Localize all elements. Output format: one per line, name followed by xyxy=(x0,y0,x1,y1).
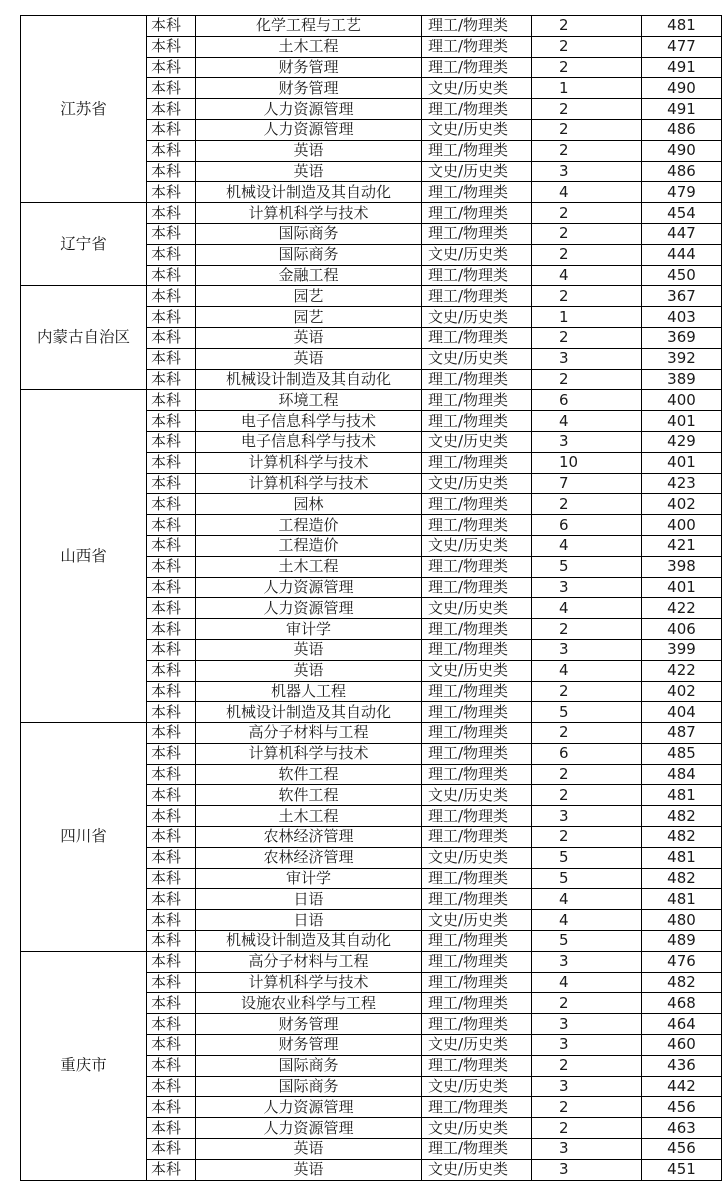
category-cell: 理工/物理类 xyxy=(422,931,532,952)
level-cell: 本科 xyxy=(147,764,196,785)
major-cell: 计算机科学与技术 xyxy=(196,473,422,494)
category-cell: 理工/物理类 xyxy=(422,764,532,785)
major-cell: 财务管理 xyxy=(196,1014,422,1035)
level-cell: 本科 xyxy=(147,99,196,120)
plan-count-cell: 2 xyxy=(532,764,642,785)
level-cell: 本科 xyxy=(147,119,196,140)
category-cell: 理工/物理类 xyxy=(422,494,532,515)
major-cell: 国际商务 xyxy=(196,1055,422,1076)
category-cell: 理工/物理类 xyxy=(422,868,532,889)
admission-table xyxy=(20,15,722,1181)
level-cell: 本科 xyxy=(147,1097,196,1118)
category-cell: 文史/历史类 xyxy=(422,1035,532,1056)
province-cell: 重庆市 xyxy=(21,951,147,1180)
category-cell: 理工/物理类 xyxy=(422,369,532,390)
province-cell: 四川省 xyxy=(21,723,147,952)
min-score-cell: 402 xyxy=(642,494,722,515)
category-cell: 理工/物理类 xyxy=(422,99,532,120)
min-score-cell: 444 xyxy=(642,244,722,265)
min-score-cell: 421 xyxy=(642,535,722,556)
min-score-cell: 485 xyxy=(642,743,722,764)
plan-count-cell: 7 xyxy=(532,473,642,494)
level-cell: 本科 xyxy=(147,743,196,764)
min-score-cell: 487 xyxy=(642,723,722,744)
category-cell: 文史/历史类 xyxy=(422,660,532,681)
category-cell: 理工/物理类 xyxy=(422,36,532,57)
min-score-cell: 456 xyxy=(642,1139,722,1160)
min-score-cell: 389 xyxy=(642,369,722,390)
plan-count-cell: 5 xyxy=(532,868,642,889)
category-cell: 理工/物理类 xyxy=(422,972,532,993)
min-score-cell: 422 xyxy=(642,660,722,681)
level-cell: 本科 xyxy=(147,348,196,369)
province-cell: 江苏省 xyxy=(21,16,147,203)
plan-count-cell: 2 xyxy=(532,286,642,307)
level-cell: 本科 xyxy=(147,785,196,806)
category-cell: 文史/历史类 xyxy=(422,119,532,140)
major-cell: 电子信息科学与技术 xyxy=(196,411,422,432)
table-row xyxy=(21,203,722,224)
min-score-cell: 401 xyxy=(642,577,722,598)
level-cell: 本科 xyxy=(147,1139,196,1160)
level-cell: 本科 xyxy=(147,847,196,868)
plan-count-cell: 2 xyxy=(532,494,642,515)
major-cell: 园艺 xyxy=(196,286,422,307)
plan-count-cell: 3 xyxy=(532,806,642,827)
category-cell: 文史/历史类 xyxy=(422,473,532,494)
category-cell: 文史/历史类 xyxy=(422,78,532,99)
level-cell: 本科 xyxy=(147,473,196,494)
major-cell: 化学工程与工艺 xyxy=(196,16,422,37)
level-cell: 本科 xyxy=(147,244,196,265)
major-cell: 工程造价 xyxy=(196,535,422,556)
major-cell: 土木工程 xyxy=(196,806,422,827)
min-score-cell: 481 xyxy=(642,785,722,806)
level-cell: 本科 xyxy=(147,515,196,536)
plan-count-cell: 6 xyxy=(532,743,642,764)
min-score-cell: 451 xyxy=(642,1159,722,1180)
major-cell: 英语 xyxy=(196,140,422,161)
min-score-cell: 369 xyxy=(642,327,722,348)
plan-count-cell: 3 xyxy=(532,951,642,972)
level-cell: 本科 xyxy=(147,78,196,99)
plan-count-cell: 2 xyxy=(532,1055,642,1076)
level-cell: 本科 xyxy=(147,556,196,577)
category-cell: 文史/历史类 xyxy=(422,161,532,182)
level-cell: 本科 xyxy=(147,57,196,78)
plan-count-cell: 2 xyxy=(532,993,642,1014)
plan-count-cell: 2 xyxy=(532,327,642,348)
level-cell: 本科 xyxy=(147,951,196,972)
min-score-cell: 401 xyxy=(642,452,722,473)
min-score-cell: 450 xyxy=(642,265,722,286)
major-cell: 机械设计制造及其自动化 xyxy=(196,369,422,390)
major-cell: 计算机科学与技术 xyxy=(196,203,422,224)
plan-count-cell: 4 xyxy=(532,182,642,203)
category-cell: 文史/历史类 xyxy=(422,348,532,369)
major-cell: 设施农业科学与工程 xyxy=(196,993,422,1014)
plan-count-cell: 2 xyxy=(532,244,642,265)
admission-score-sheet xyxy=(20,15,722,1181)
level-cell: 本科 xyxy=(147,702,196,723)
level-cell: 本科 xyxy=(147,598,196,619)
major-cell: 审计学 xyxy=(196,868,422,889)
level-cell: 本科 xyxy=(147,452,196,473)
category-cell: 理工/物理类 xyxy=(422,223,532,244)
min-score-cell: 477 xyxy=(642,36,722,57)
level-cell: 本科 xyxy=(147,161,196,182)
category-cell: 理工/物理类 xyxy=(422,16,532,37)
min-score-cell: 486 xyxy=(642,161,722,182)
major-cell: 财务管理 xyxy=(196,57,422,78)
major-cell: 高分子材料与工程 xyxy=(196,951,422,972)
category-cell: 理工/物理类 xyxy=(422,723,532,744)
min-score-cell: 429 xyxy=(642,431,722,452)
major-cell: 财务管理 xyxy=(196,1035,422,1056)
category-cell: 理工/物理类 xyxy=(422,390,532,411)
major-cell: 软件工程 xyxy=(196,764,422,785)
plan-count-cell: 3 xyxy=(532,161,642,182)
plan-count-cell: 2 xyxy=(532,723,642,744)
level-cell: 本科 xyxy=(147,223,196,244)
plan-count-cell: 3 xyxy=(532,577,642,598)
level-cell: 本科 xyxy=(147,494,196,515)
min-score-cell: 491 xyxy=(642,99,722,120)
min-score-cell: 476 xyxy=(642,951,722,972)
category-cell: 理工/物理类 xyxy=(422,265,532,286)
plan-count-cell: 2 xyxy=(532,99,642,120)
min-score-cell: 479 xyxy=(642,182,722,203)
category-cell: 理工/物理类 xyxy=(422,577,532,598)
min-score-cell: 482 xyxy=(642,806,722,827)
level-cell: 本科 xyxy=(147,889,196,910)
major-cell: 英语 xyxy=(196,348,422,369)
min-score-cell: 402 xyxy=(642,681,722,702)
level-cell: 本科 xyxy=(147,972,196,993)
level-cell: 本科 xyxy=(147,619,196,640)
major-cell: 农林经济管理 xyxy=(196,847,422,868)
plan-count-cell: 2 xyxy=(532,619,642,640)
plan-count-cell: 1 xyxy=(532,307,642,328)
level-cell: 本科 xyxy=(147,411,196,432)
min-score-cell: 392 xyxy=(642,348,722,369)
category-cell: 理工/物理类 xyxy=(422,556,532,577)
min-score-cell: 489 xyxy=(642,931,722,952)
category-cell: 理工/物理类 xyxy=(422,1055,532,1076)
level-cell: 本科 xyxy=(147,140,196,161)
province-cell: 山西省 xyxy=(21,390,147,723)
major-cell: 国际商务 xyxy=(196,244,422,265)
level-cell: 本科 xyxy=(147,827,196,848)
major-cell: 日语 xyxy=(196,889,422,910)
plan-count-cell: 4 xyxy=(532,411,642,432)
major-cell: 人力资源管理 xyxy=(196,1097,422,1118)
min-score-cell: 463 xyxy=(642,1118,722,1139)
plan-count-cell: 3 xyxy=(532,348,642,369)
plan-count-cell: 1 xyxy=(532,78,642,99)
category-cell: 理工/物理类 xyxy=(422,702,532,723)
major-cell: 计算机科学与技术 xyxy=(196,743,422,764)
plan-count-cell: 2 xyxy=(532,369,642,390)
plan-count-cell: 2 xyxy=(532,223,642,244)
category-cell: 文史/历史类 xyxy=(422,535,532,556)
category-cell: 文史/历史类 xyxy=(422,244,532,265)
level-cell: 本科 xyxy=(147,931,196,952)
min-score-cell: 401 xyxy=(642,411,722,432)
level-cell: 本科 xyxy=(147,327,196,348)
plan-count-cell: 3 xyxy=(532,1035,642,1056)
major-cell: 机械设计制造及其自动化 xyxy=(196,702,422,723)
level-cell: 本科 xyxy=(147,431,196,452)
min-score-cell: 491 xyxy=(642,57,722,78)
plan-count-cell: 6 xyxy=(532,515,642,536)
major-cell: 金融工程 xyxy=(196,265,422,286)
major-cell: 机械设计制造及其自动化 xyxy=(196,182,422,203)
major-cell: 机械设计制造及其自动化 xyxy=(196,931,422,952)
category-cell: 理工/物理类 xyxy=(422,57,532,78)
province-cell: 内蒙古自治区 xyxy=(21,286,147,390)
major-cell: 计算机科学与技术 xyxy=(196,972,422,993)
plan-count-cell: 4 xyxy=(532,660,642,681)
plan-count-cell: 2 xyxy=(532,1118,642,1139)
min-score-cell: 460 xyxy=(642,1035,722,1056)
major-cell: 人力资源管理 xyxy=(196,99,422,120)
level-cell: 本科 xyxy=(147,535,196,556)
level-cell: 本科 xyxy=(147,993,196,1014)
level-cell: 本科 xyxy=(147,910,196,931)
major-cell: 日语 xyxy=(196,910,422,931)
major-cell: 英语 xyxy=(196,660,422,681)
level-cell: 本科 xyxy=(147,577,196,598)
province-cell: 辽宁省 xyxy=(21,203,147,286)
level-cell: 本科 xyxy=(147,639,196,660)
level-cell: 本科 xyxy=(147,1014,196,1035)
category-cell: 理工/物理类 xyxy=(422,806,532,827)
table-row xyxy=(21,723,722,744)
level-cell: 本科 xyxy=(147,723,196,744)
major-cell: 英语 xyxy=(196,1159,422,1180)
min-score-cell: 464 xyxy=(642,1014,722,1035)
min-score-cell: 442 xyxy=(642,1076,722,1097)
category-cell: 文史/历史类 xyxy=(422,307,532,328)
level-cell: 本科 xyxy=(147,265,196,286)
category-cell: 理工/物理类 xyxy=(422,411,532,432)
category-cell: 理工/物理类 xyxy=(422,681,532,702)
plan-count-cell: 4 xyxy=(532,598,642,619)
level-cell: 本科 xyxy=(147,1076,196,1097)
plan-count-cell: 2 xyxy=(532,681,642,702)
plan-count-cell: 4 xyxy=(532,910,642,931)
min-score-cell: 490 xyxy=(642,140,722,161)
min-score-cell: 367 xyxy=(642,286,722,307)
min-score-cell: 403 xyxy=(642,307,722,328)
plan-count-cell: 10 xyxy=(532,452,642,473)
category-cell: 理工/物理类 xyxy=(422,619,532,640)
category-cell: 理工/物理类 xyxy=(422,1097,532,1118)
plan-count-cell: 4 xyxy=(532,535,642,556)
major-cell: 英语 xyxy=(196,639,422,660)
major-cell: 环境工程 xyxy=(196,390,422,411)
level-cell: 本科 xyxy=(147,16,196,37)
min-score-cell: 482 xyxy=(642,972,722,993)
plan-count-cell: 4 xyxy=(532,265,642,286)
plan-count-cell: 6 xyxy=(532,390,642,411)
category-cell: 理工/物理类 xyxy=(422,515,532,536)
category-cell: 文史/历史类 xyxy=(422,598,532,619)
major-cell: 英语 xyxy=(196,1139,422,1160)
category-cell: 文史/历史类 xyxy=(422,785,532,806)
table-row xyxy=(21,16,722,37)
major-cell: 土木工程 xyxy=(196,556,422,577)
plan-count-cell: 2 xyxy=(532,57,642,78)
major-cell: 农林经济管理 xyxy=(196,827,422,848)
category-cell: 理工/物理类 xyxy=(422,639,532,660)
major-cell: 审计学 xyxy=(196,619,422,640)
level-cell: 本科 xyxy=(147,1035,196,1056)
plan-count-cell: 2 xyxy=(532,1097,642,1118)
category-cell: 文史/历史类 xyxy=(422,431,532,452)
min-score-cell: 447 xyxy=(642,223,722,244)
plan-count-cell: 2 xyxy=(532,785,642,806)
min-score-cell: 468 xyxy=(642,993,722,1014)
min-score-cell: 480 xyxy=(642,910,722,931)
category-cell: 文史/历史类 xyxy=(422,1159,532,1180)
major-cell: 人力资源管理 xyxy=(196,598,422,619)
level-cell: 本科 xyxy=(147,681,196,702)
category-cell: 理工/物理类 xyxy=(422,889,532,910)
plan-count-cell: 5 xyxy=(532,931,642,952)
table-body xyxy=(21,16,722,1181)
major-cell: 人力资源管理 xyxy=(196,119,422,140)
plan-count-cell: 3 xyxy=(532,1014,642,1035)
level-cell: 本科 xyxy=(147,390,196,411)
major-cell: 园林 xyxy=(196,494,422,515)
min-score-cell: 422 xyxy=(642,598,722,619)
category-cell: 理工/物理类 xyxy=(422,327,532,348)
level-cell: 本科 xyxy=(147,203,196,224)
category-cell: 理工/物理类 xyxy=(422,951,532,972)
level-cell: 本科 xyxy=(147,1118,196,1139)
min-score-cell: 456 xyxy=(642,1097,722,1118)
level-cell: 本科 xyxy=(147,660,196,681)
min-score-cell: 400 xyxy=(642,390,722,411)
min-score-cell: 486 xyxy=(642,119,722,140)
major-cell: 机器人工程 xyxy=(196,681,422,702)
level-cell: 本科 xyxy=(147,36,196,57)
table-row xyxy=(21,390,722,411)
level-cell: 本科 xyxy=(147,1055,196,1076)
plan-count-cell: 2 xyxy=(532,827,642,848)
category-cell: 理工/物理类 xyxy=(422,1139,532,1160)
plan-count-cell: 2 xyxy=(532,16,642,37)
min-score-cell: 484 xyxy=(642,764,722,785)
major-cell: 电子信息科学与技术 xyxy=(196,431,422,452)
table-row xyxy=(21,286,722,307)
level-cell: 本科 xyxy=(147,369,196,390)
min-score-cell: 423 xyxy=(642,473,722,494)
major-cell: 土木工程 xyxy=(196,36,422,57)
major-cell: 园艺 xyxy=(196,307,422,328)
min-score-cell: 481 xyxy=(642,16,722,37)
min-score-cell: 482 xyxy=(642,827,722,848)
level-cell: 本科 xyxy=(147,307,196,328)
min-score-cell: 399 xyxy=(642,639,722,660)
min-score-cell: 454 xyxy=(642,203,722,224)
plan-count-cell: 4 xyxy=(532,972,642,993)
major-cell: 国际商务 xyxy=(196,1076,422,1097)
min-score-cell: 406 xyxy=(642,619,722,640)
category-cell: 理工/物理类 xyxy=(422,203,532,224)
category-cell: 文史/历史类 xyxy=(422,910,532,931)
level-cell: 本科 xyxy=(147,1159,196,1180)
table-row xyxy=(21,951,722,972)
category-cell: 理工/物理类 xyxy=(422,286,532,307)
major-cell: 财务管理 xyxy=(196,78,422,99)
category-cell: 理工/物理类 xyxy=(422,140,532,161)
plan-count-cell: 3 xyxy=(532,1076,642,1097)
level-cell: 本科 xyxy=(147,868,196,889)
category-cell: 理工/物理类 xyxy=(422,993,532,1014)
category-cell: 理工/物理类 xyxy=(422,1014,532,1035)
plan-count-cell: 5 xyxy=(532,847,642,868)
major-cell: 国际商务 xyxy=(196,223,422,244)
category-cell: 理工/物理类 xyxy=(422,182,532,203)
min-score-cell: 490 xyxy=(642,78,722,99)
min-score-cell: 436 xyxy=(642,1055,722,1076)
plan-count-cell: 5 xyxy=(532,702,642,723)
major-cell: 英语 xyxy=(196,161,422,182)
plan-count-cell: 5 xyxy=(532,556,642,577)
plan-count-cell: 2 xyxy=(532,36,642,57)
category-cell: 文史/历史类 xyxy=(422,847,532,868)
major-cell: 计算机科学与技术 xyxy=(196,452,422,473)
plan-count-cell: 2 xyxy=(532,140,642,161)
min-score-cell: 398 xyxy=(642,556,722,577)
major-cell: 软件工程 xyxy=(196,785,422,806)
category-cell: 理工/物理类 xyxy=(422,743,532,764)
level-cell: 本科 xyxy=(147,182,196,203)
category-cell: 文史/历史类 xyxy=(422,1118,532,1139)
min-score-cell: 482 xyxy=(642,868,722,889)
min-score-cell: 404 xyxy=(642,702,722,723)
level-cell: 本科 xyxy=(147,286,196,307)
category-cell: 理工/物理类 xyxy=(422,827,532,848)
min-score-cell: 481 xyxy=(642,847,722,868)
plan-count-cell: 3 xyxy=(532,639,642,660)
plan-count-cell: 2 xyxy=(532,119,642,140)
level-cell: 本科 xyxy=(147,806,196,827)
major-cell: 人力资源管理 xyxy=(196,1118,422,1139)
plan-count-cell: 3 xyxy=(532,431,642,452)
major-cell: 人力资源管理 xyxy=(196,577,422,598)
min-score-cell: 481 xyxy=(642,889,722,910)
major-cell: 英语 xyxy=(196,327,422,348)
major-cell: 高分子材料与工程 xyxy=(196,723,422,744)
category-cell: 理工/物理类 xyxy=(422,452,532,473)
major-cell: 工程造价 xyxy=(196,515,422,536)
plan-count-cell: 4 xyxy=(532,889,642,910)
min-score-cell: 400 xyxy=(642,515,722,536)
plan-count-cell: 3 xyxy=(532,1159,642,1180)
category-cell: 文史/历史类 xyxy=(422,1076,532,1097)
plan-count-cell: 2 xyxy=(532,203,642,224)
plan-count-cell: 3 xyxy=(532,1139,642,1160)
